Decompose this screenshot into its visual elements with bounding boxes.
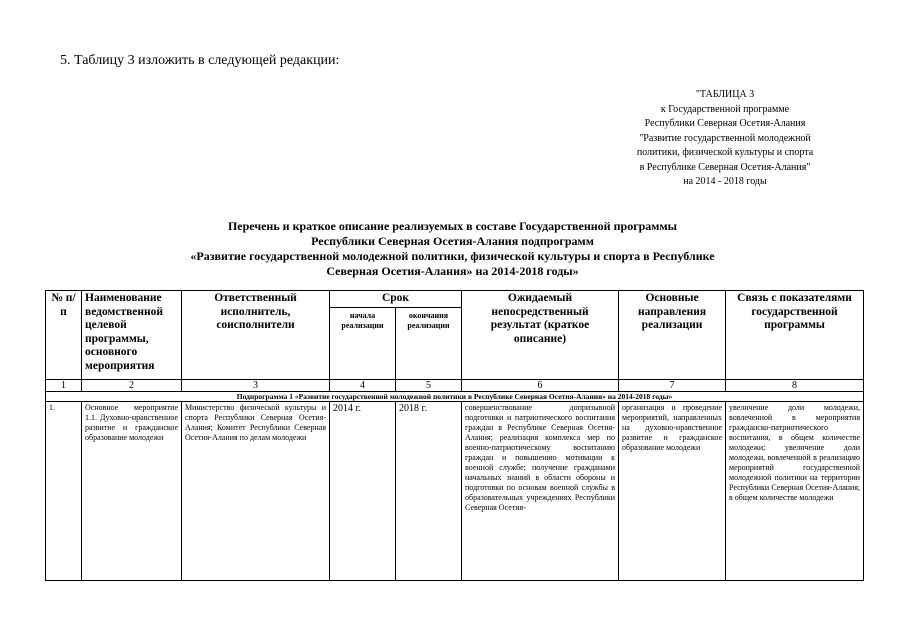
column-number: 3 [182,380,330,392]
table-row [46,402,864,581]
row-directions: организация и проведение мероприятий, направленных на духовно-нравственное развитие и гражданское образование молодежи [619,402,726,581]
annex-line: к Государственной программе [660,103,790,115]
column-number: 2 [82,380,182,392]
header-responsible: Ответственный исполнитель, соисполнители [182,291,330,380]
table-title-line: Республики Северная Осетия-Алания подпрограмм [311,234,594,248]
annex-line: "ТАБЛИЦА 3 [695,89,755,100]
header-num: № п/п [46,291,82,380]
header-term-end: окончания реализации [396,307,462,380]
column-number: 4 [330,380,396,392]
intro-text: 5. Таблицу 3 изложить в следующей редакции: [60,53,340,68]
table-title [80,219,825,279]
column-number: 5 [396,380,462,392]
table-title-line: «Развитие государственной молодежной политики, физической культуры и спорта в Республике [190,249,715,263]
annex-line: в Республике Северная Осетия-Алания" [639,161,811,173]
subprograms-table [45,290,864,581]
annex-line: на 2014 - 2018 годы [683,176,767,187]
column-number: 8 [726,380,864,392]
subprogram-title: Подпрограмма 1 «Развитие государственной молодежной политики в Республике Северная Осетия-Алания» на 2014-2018 годы» [46,392,864,402]
column-number: 7 [619,380,726,392]
row-start: 2014 г. [330,402,396,581]
row-responsible: Министерство физической культуры и спорта Республики Северная Осетия-Алания; Комитет Республики Северная Осетия-Алания по делам молодежи [182,402,330,581]
header-link: Связь с показателями государственной программы [726,291,864,380]
row-name: Основное мероприятие 1.1. Духовно-нравственное развитие и гражданское образование молодежи [82,402,182,581]
annex-line: политики, физической культуры и спорта [636,147,814,158]
table-title-line: Перечень и краткое описание реализуемых в составе Государственной программы [227,219,678,233]
annex-line: "Развитие государственной молодежной [639,132,811,144]
row-num: 1. [46,402,82,581]
row-end: 2018 г. [396,402,462,581]
table-title-line: Северная Осетия-Алания» на 2014-2018 годы» [326,264,579,278]
column-number: 6 [462,380,619,392]
row-result: совершенствование допризывной подготовки и патриотического воспитания граждан в Республике Северная Осетия-Алания; реализация комплекса мер по военно-патриотическому воспитанию граждан и повышению мотивации к военной службе; получение гражданами начальных знаний в области обороны и подготовки по основам военной службы в образовательных учреждениях Республики Северная Осетия- [462,402,619,581]
column-number: 1 [46,380,82,392]
subprogram-row [46,392,864,402]
header-directions: Основные направления реализации [619,291,726,380]
header-result: Ожидаемый непосредственный результат (краткое описание) [462,291,619,380]
header-term-start: начала реализации [330,307,396,380]
column-number-row [46,380,864,392]
header-term: Срок [330,291,462,308]
header-row [46,291,864,308]
header-name: Наименование ведомственной целевой программы, основного мероприятия [82,291,182,380]
table-annex-note [600,88,850,190]
annex-line: Республики Северная Осетия-Алания [644,118,806,129]
row-link: увеличение доли молодежи, вовлеченной в мероприятия гражданско-патриотического воспитания, в общем количестве молодежи; увеличение доли молодежи, вовлеченной в реализацию мероприятий государственной молодежной политики на территории Республики Северная Осетия-Алания, в общем количестве молодежи [726,402,864,581]
